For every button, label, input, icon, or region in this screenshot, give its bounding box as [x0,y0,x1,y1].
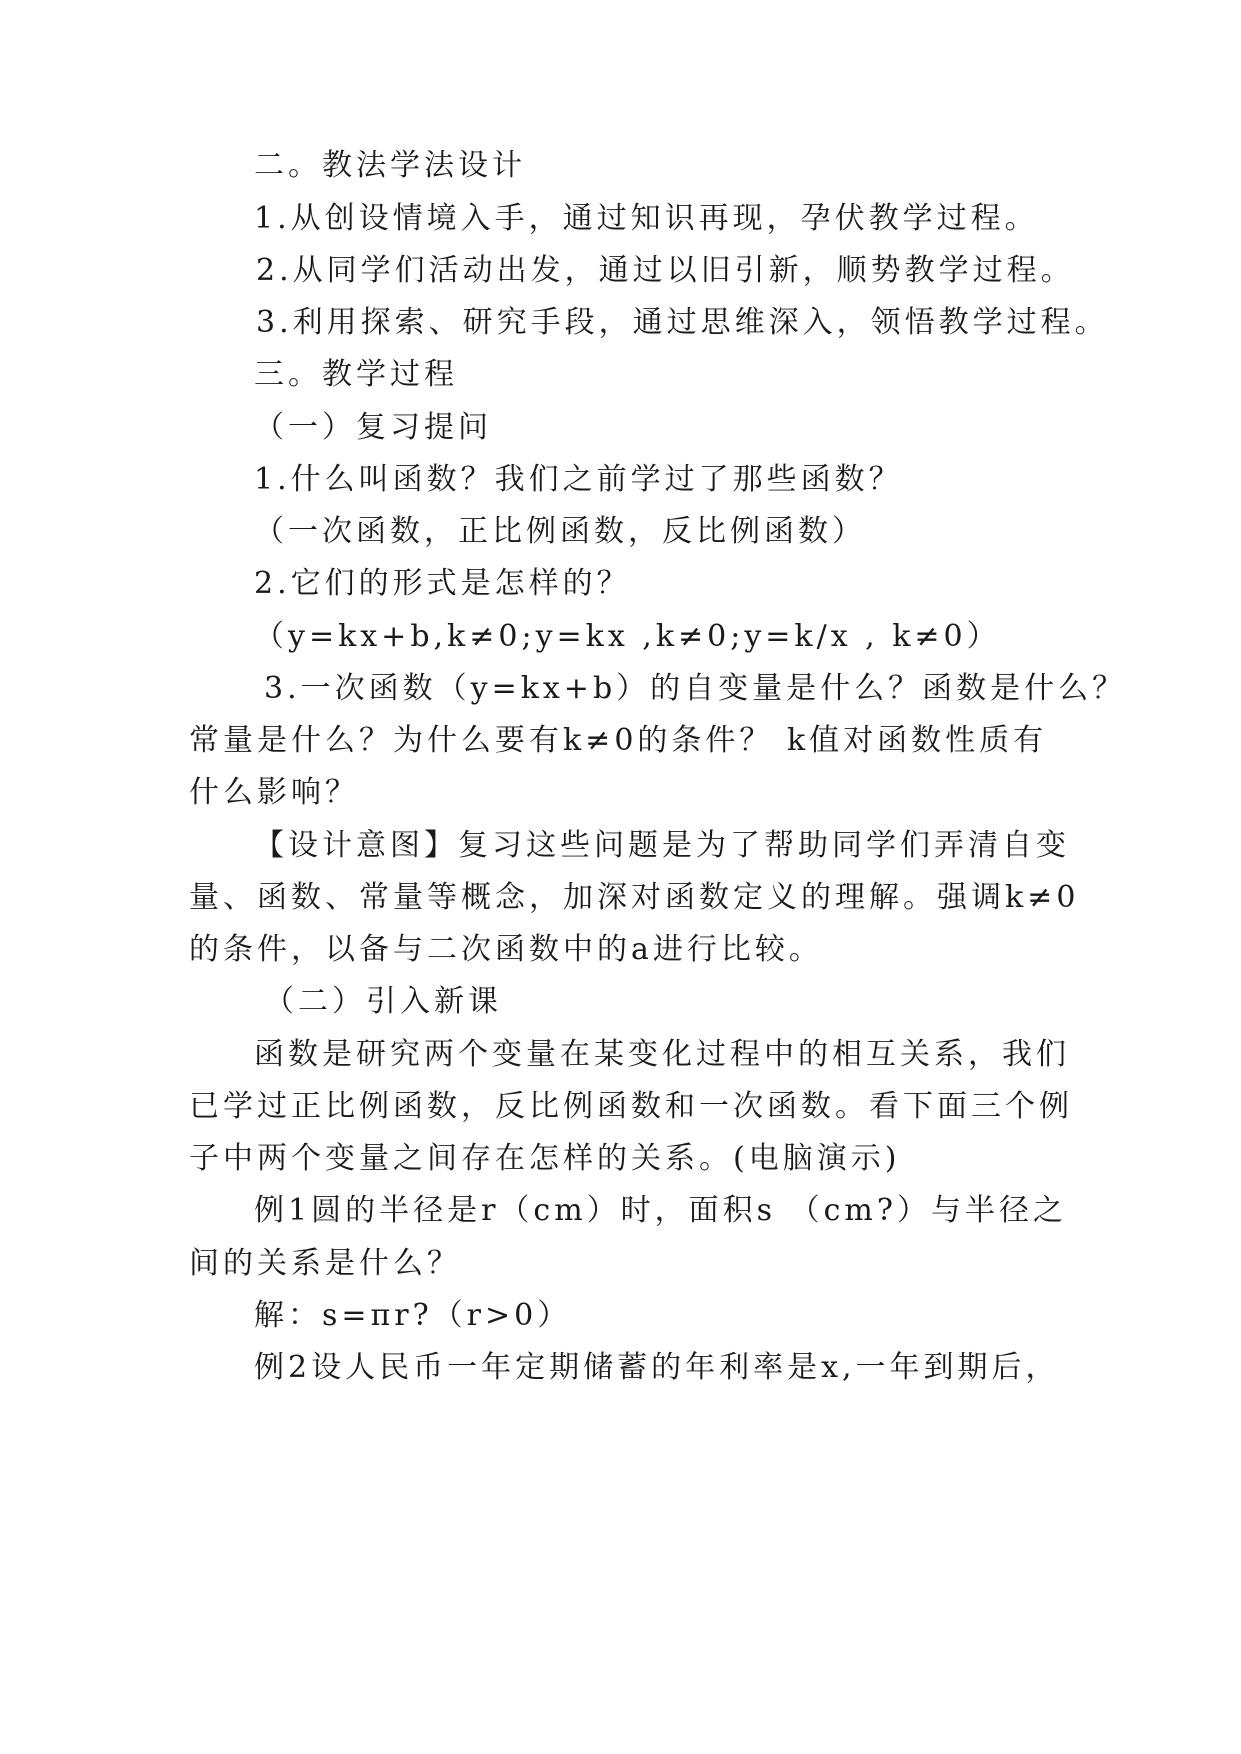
review-question-3-line-1: 3.一次函数（y=kx+b）的自变量是什么？函数是什么？ [264,671,1127,706]
example-1-solution: 解：s=πr?（r>0） [254,1298,572,1333]
design-intent-line-1: 【设计意图】复习这些问题是为了帮助同学们弄清自变 [254,828,1070,863]
new-lesson-paragraph-line-2: 已学过正比例函数，反比例函数和一次函数。看下面三个例 [189,1089,1073,1124]
design-intent-line-2: 量、函数、常量等概念，加深对函数定义的理解。强调k≠0 [189,880,1080,915]
subsection-heading-new-lesson: （二）引入新课 [264,984,502,1019]
subsection-heading-review: （一）复习提问 [254,410,492,445]
example-1-line-1: 例1圆的半径是r（cm）时，面积s （cm?）与半径之 [254,1193,1067,1228]
design-intent-line-3: 的条件，以备与二次函数中的a进行比较。 [189,932,823,967]
review-question-3-line-3: 什么影响？ [189,775,359,810]
review-answer-2: （y=kx+b,k≠0;y=kx ,k≠0;y=k/x , k≠0） [254,619,1001,654]
review-question-2: 2.它们的形式是怎样的？ [254,566,631,601]
section-heading-teaching-process: 三。教学过程 [254,357,458,392]
example-2-line-1: 例2设人民币一年定期储蓄的年利率是x,一年到期后， [254,1350,1060,1385]
method-item-1: 1.从创设情境入手，通过知识再现，孕伏教学过程。 [254,201,1039,236]
new-lesson-paragraph-line-3: 子中两个变量之间存在怎样的关系。(电脑演示) [189,1141,901,1176]
section-heading-teaching-methods: 二。教法学法设计 [254,148,526,183]
method-item-2: 2.从同学们活动出发，通过以旧引新，顺势教学过程。 [256,253,1075,288]
method-item-3: 3.利用探索、研究手段，通过思维深入，领悟教学过程。 [256,305,1109,340]
review-answer-1: （一次函数，正比例函数，反比例函数） [254,514,866,549]
example-1-line-2: 间的关系是什么？ [189,1246,461,1281]
new-lesson-paragraph-line-1: 函数是研究两个变量在某变化过程中的相互关系，我们 [254,1037,1070,1072]
review-question-1: 1.什么叫函数？我们之前学过了那些函数？ [254,462,903,497]
review-question-3-line-2: 常量是什么？为什么要有k≠0的条件？ k值对函数性质有 [189,723,1048,758]
